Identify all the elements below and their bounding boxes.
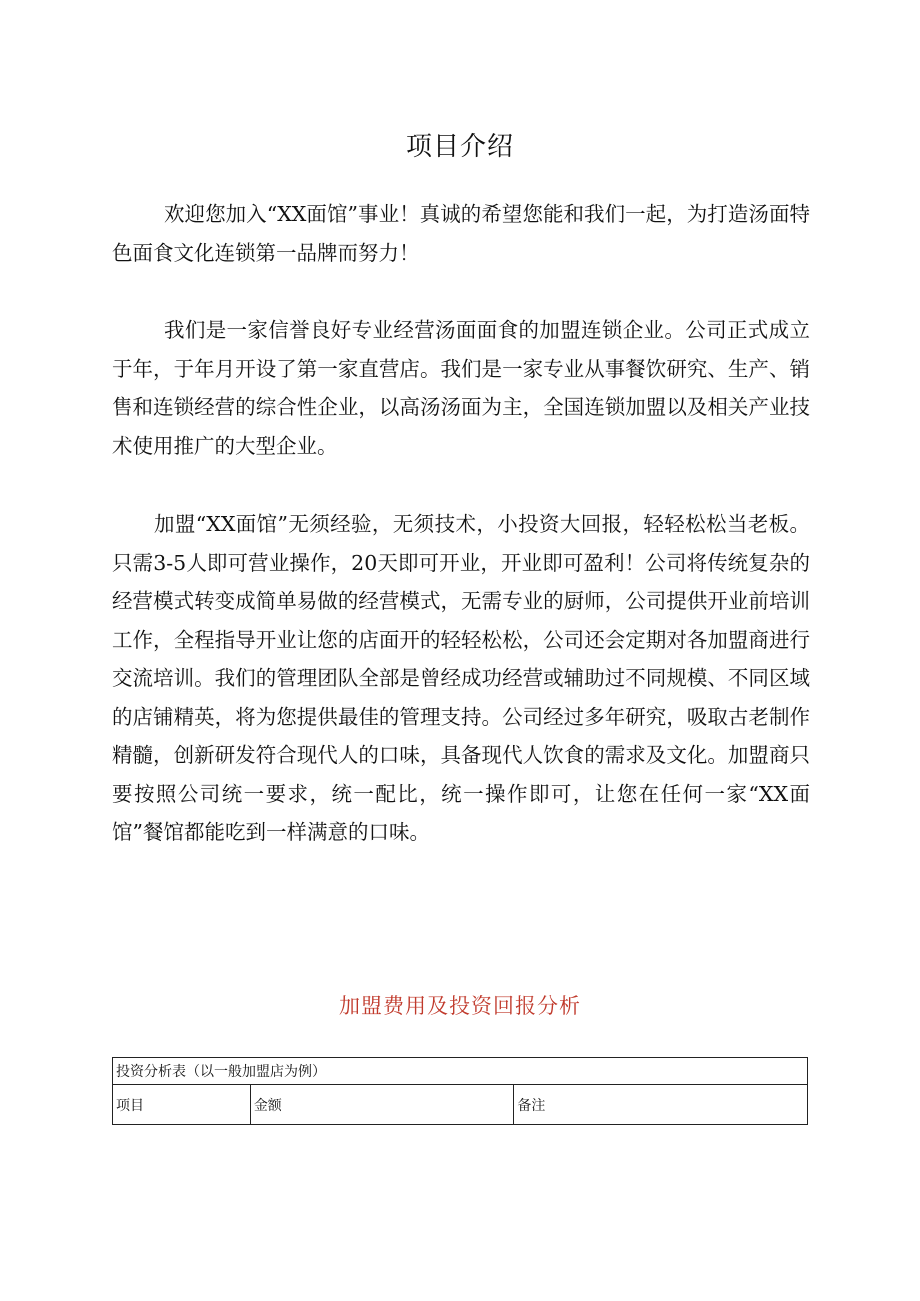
page-title: 项目介绍 (405, 132, 514, 162)
intro-paragraph-franchise: 加盟“XX面馆”无须经验，无须技术，小投资大回报，轻轻松松当老板。只需3-5人即可营业操作，20天即可开业，开业即可盈利！公司将传统复杂的经营模式转变成简单易做的经营模式，无需专业的厨师，公司提供开业前培训工作，全程指导开业让您的店面开的轻轻松松，公司还会定期对各加盟商进行交流培训。我们的管理团队全部是曾经成功经营或辅助过不同规模、不同区域的店铺精英，将为您提供最佳的管理支持。公司经过多年研究，吸取古老制作精髓，创新研发符合现代人的口味，具备现代人饮食的需求及文化。加盟商只要按照公司统一要求，统一配比，统一操作即可，让您在任何一家“XX面馆”餐馆都能吃到一样满意的口味。 (112, 512, 810, 844)
header-amount: 金额 (250, 1085, 514, 1125)
investment-table (112, 1057, 808, 1125)
intro-paragraph-company: 我们是一家信誉良好专业经营汤面面食的加盟连锁企业。公司正式成立于年，于年月开设了第一家直营店。我们是一家专业从事餐饮研究、生产、销售和连锁经营的综合性企业，以高汤汤面为主，全国连锁加盟以及相关产业技术使用推广的大型企业。 (112, 318, 810, 458)
table-header-row (113, 1085, 808, 1125)
table-caption-row (113, 1058, 808, 1085)
table-caption: 投资分析表（以一般加盟店为例） (113, 1058, 808, 1085)
header-item: 项目 (113, 1085, 251, 1125)
header-remarks: 备注 (514, 1085, 808, 1125)
intro-paragraph-welcome: 欢迎您加入“XX面馆”事业！真诚的希望您能和我们一起，为打造汤面特色面食文化连锁第一品牌而努力！ (112, 202, 810, 265)
section-title: 加盟费用及投资回报分析 (339, 994, 581, 1018)
